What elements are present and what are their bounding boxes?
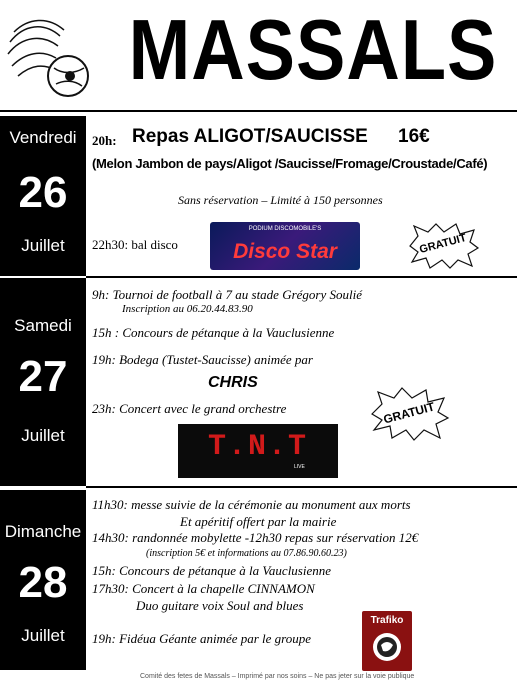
trafiko-logo xyxy=(362,611,412,671)
flaming-ball-logo xyxy=(4,14,92,100)
day1-price: 16€ xyxy=(398,126,430,147)
footer-text: Comité des fetes de Massals – Imprimé par nos soins – Ne pas jeter sur la voie publique xyxy=(140,673,415,680)
day3-line1b: Et apéritif offert par la mairie xyxy=(180,514,337,529)
gratuit-badge-1 xyxy=(406,222,480,270)
gratuit-badge-2 xyxy=(368,386,450,442)
day1-reservation: Sans réservation – Limité à 150 personnes xyxy=(178,193,383,207)
day2-line1: 9h: Tournoi de football à 7 au stade Grégory Soulié xyxy=(92,287,362,302)
gratuit-label-2: GRATUIT xyxy=(381,399,437,427)
day3-name: Dimanche xyxy=(4,522,82,541)
day2-line1b: Inscription au 06.20.44.83.90 xyxy=(122,303,253,315)
day1-time: 20h: xyxy=(92,133,117,148)
day2-line2: 15h : Concours de pétanque à la Vauclusienne xyxy=(92,325,335,340)
day3-column xyxy=(0,490,86,670)
tnt-logo-sub: LIVE xyxy=(294,464,305,470)
tnt-band-logo xyxy=(178,424,338,478)
tnt-logo-text: T.N.T xyxy=(207,430,308,464)
day3-line4: 17h30: Concert à la chapelle CINNAMON xyxy=(92,581,315,596)
day2-number: 27 xyxy=(18,352,68,401)
day1-column xyxy=(0,116,86,276)
page-title: MASSALS xyxy=(128,1,498,98)
day1-meal: Repas ALIGOT/SAUCISSE xyxy=(132,126,368,147)
disco-star-logo xyxy=(210,222,360,270)
day1-month: Juillet xyxy=(21,236,65,255)
day2-line4: 23h: Concert avec le grand orchestre xyxy=(92,401,287,416)
day3-line5: 19h: Fidéua Géante animée par le groupe xyxy=(92,631,312,646)
day1-divider xyxy=(86,276,517,278)
trafiko-emblem-icon xyxy=(373,633,401,661)
day3-line3: 15h: Concours de pétanque à la Vauclusienne xyxy=(92,563,332,578)
day2-divider xyxy=(86,486,517,488)
trafiko-logo-text: Trafiko xyxy=(370,615,404,626)
disco-logo-top: PODIUM DISCOMOBILE'S xyxy=(248,226,322,232)
day1-disco: 22h30: bal disco xyxy=(92,237,178,252)
gratuit-label-1: GRATUIT xyxy=(418,231,468,257)
day2-month: Juillet xyxy=(21,426,65,445)
day2-line3: 19h: Bodega (Tustet-Saucisse) animée par xyxy=(92,352,313,367)
day1-name: Vendredi xyxy=(9,128,77,147)
day1-menu: (Melon Jambon de pays/Aligot /Saucisse/Fromage/Croustade/Café) xyxy=(92,156,488,171)
day3-month: Juillet xyxy=(21,626,65,645)
header-divider xyxy=(0,110,517,112)
day2-artist: CHRIS xyxy=(208,374,258,391)
day3-line4b: Duo guitare voix Soul and blues xyxy=(136,598,304,613)
day3-number: 28 xyxy=(18,558,68,607)
day3-line1: 11h30: messe suivie de la cérémonie au monument aux morts xyxy=(92,497,411,512)
disco-logo-main: Disco Star xyxy=(233,240,337,263)
day2-name: Samedi xyxy=(14,316,72,335)
day3-line2: 14h30: randonnée mobylette -12h30 repas sur réservation 12€ xyxy=(92,530,419,545)
day3-line2b: (inscription 5€ et informations au 07.86.90.60.23) xyxy=(146,548,347,559)
day1-number: 26 xyxy=(18,168,68,217)
day2-column xyxy=(0,278,86,486)
